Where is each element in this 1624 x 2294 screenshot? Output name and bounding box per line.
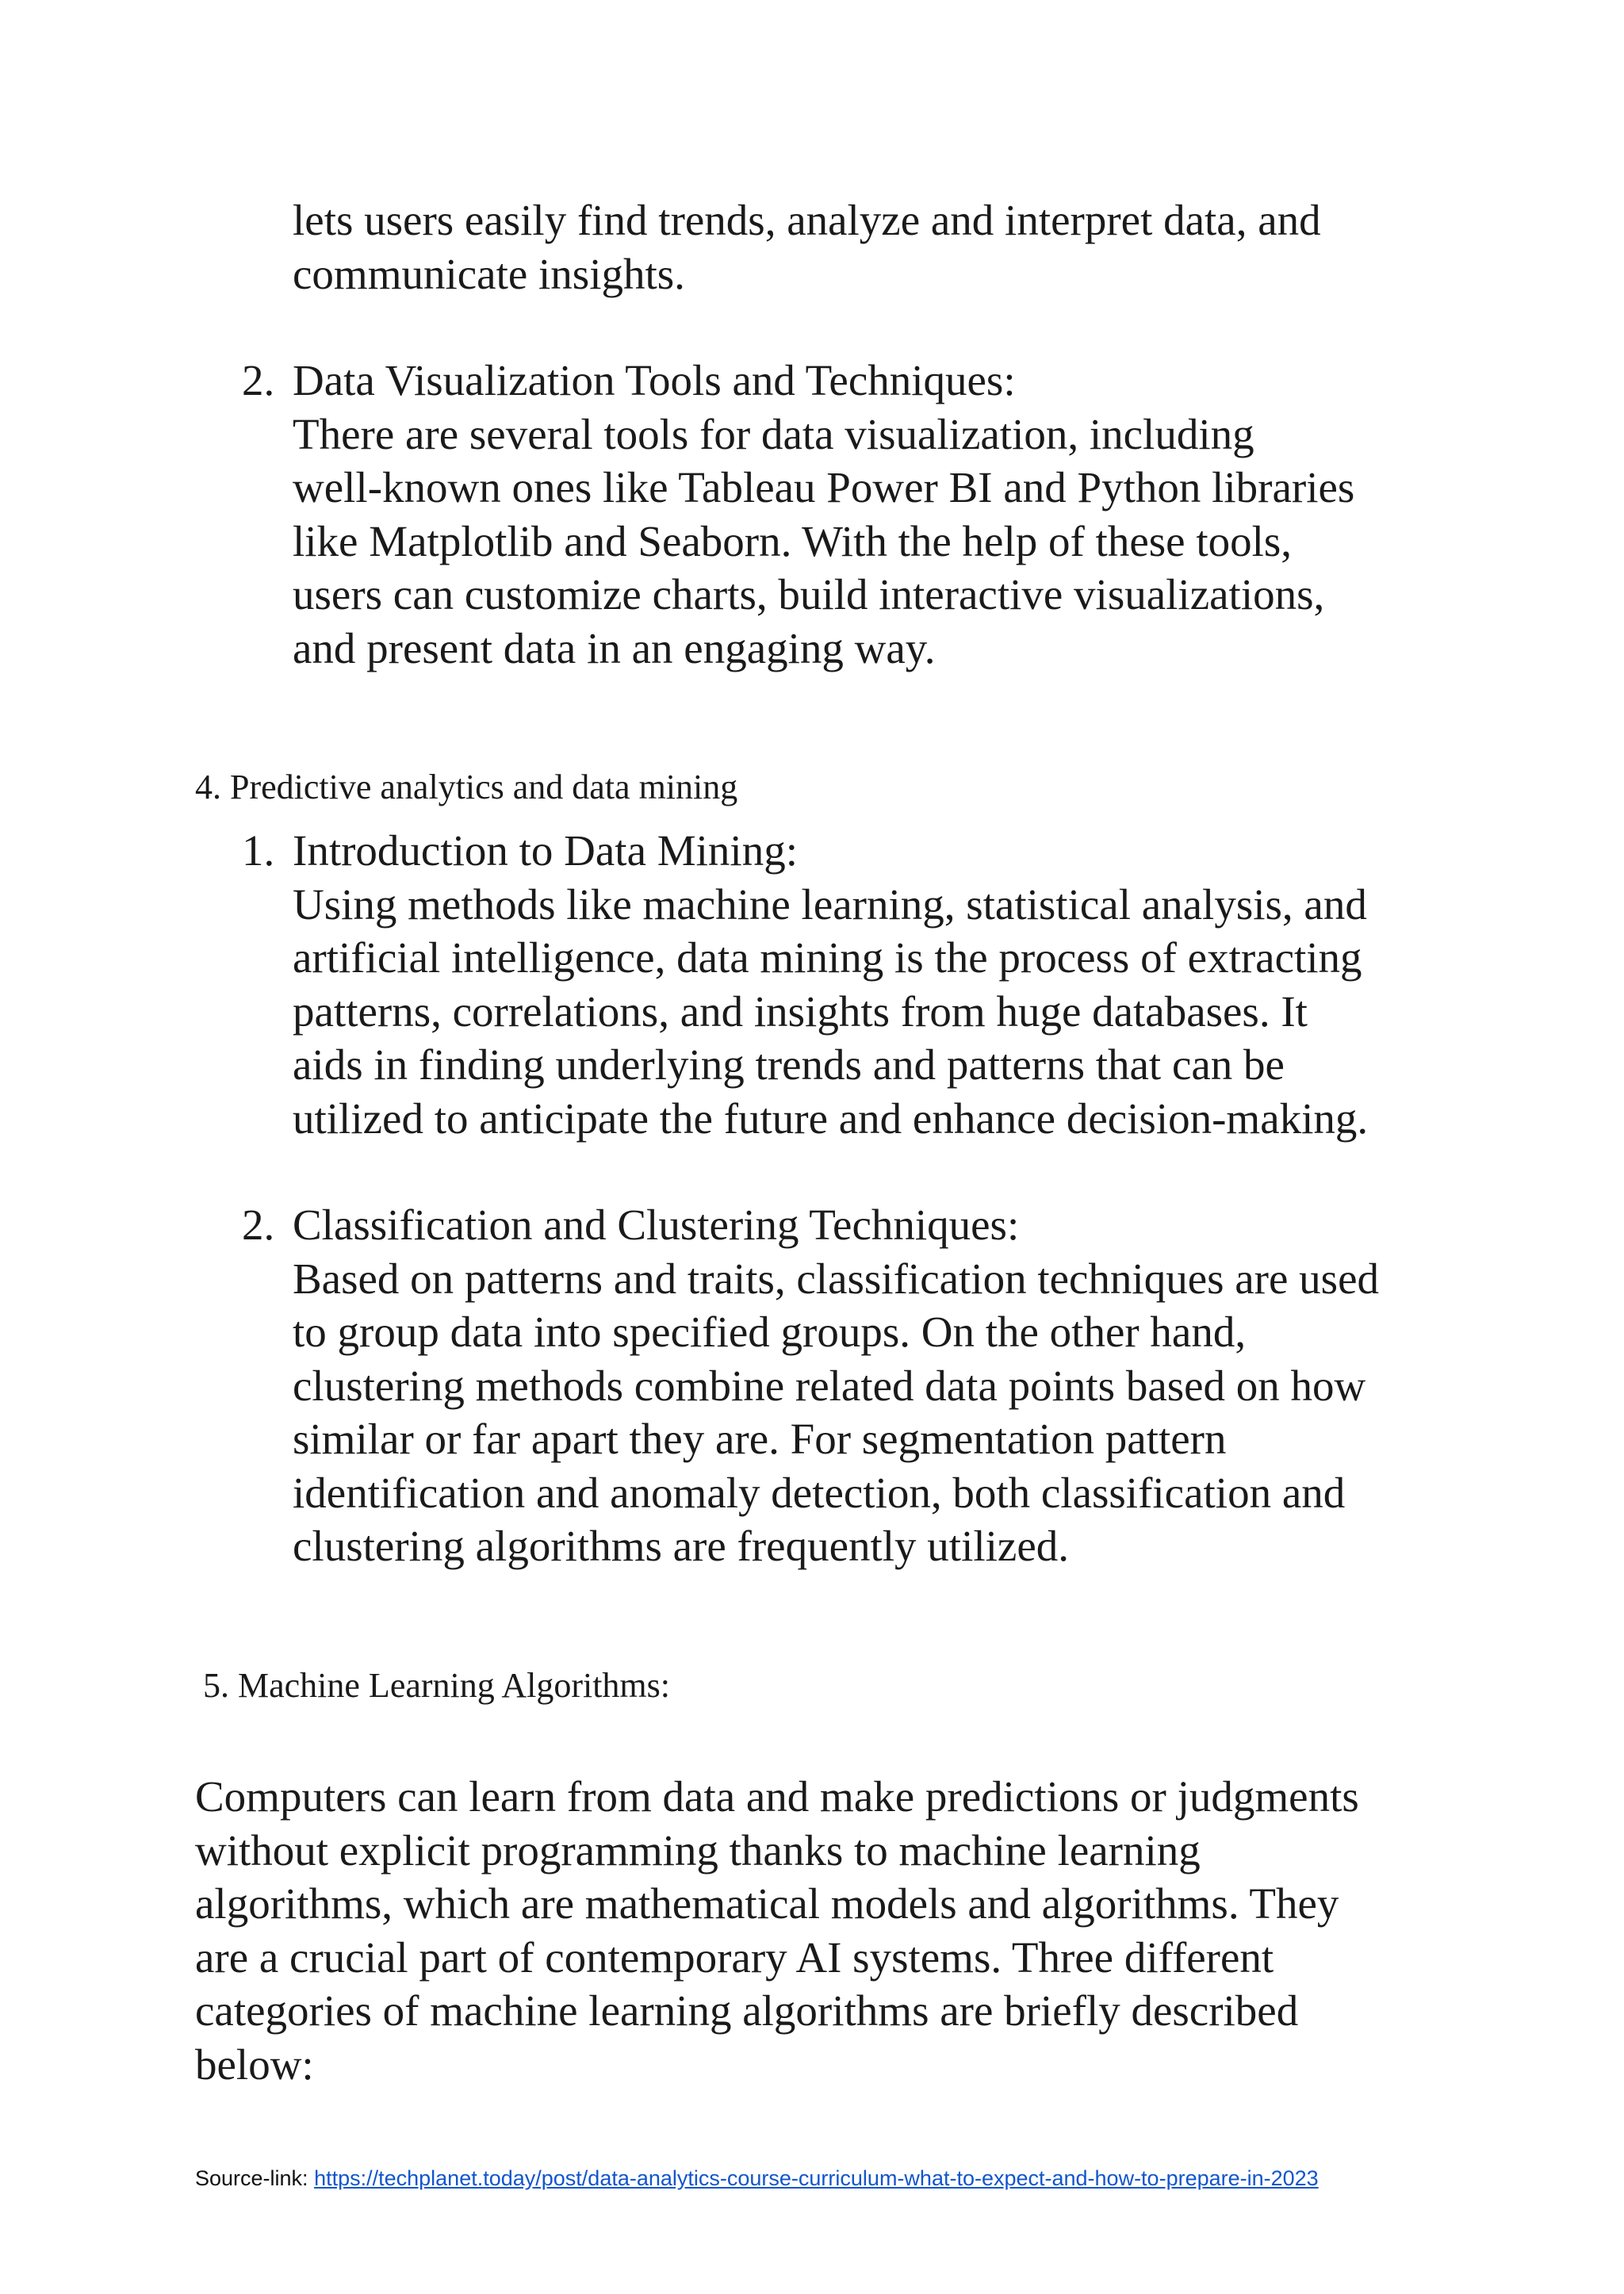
list-item-line: well-known ones like Tableau Power BI and Python libraries — [293, 463, 1355, 511]
list-item-line: similar or far apart they are. For segmentation pattern — [293, 1415, 1227, 1463]
list-item-line: to group data into specified groups. On the other hand, — [293, 1308, 1247, 1356]
machine-learning-paragraph — [195, 1770, 1496, 2091]
paragraph-line: Computers can learn from data and make predictions or judgments — [195, 1772, 1359, 1821]
continuation-line: lets users easily find trends, analyze and interpret data, and — [293, 196, 1321, 244]
list-item-line: Based on patterns and traits, classification techniques are used — [293, 1254, 1379, 1303]
list-marker: 2. — [242, 1201, 275, 1249]
source-label: Source-link: — [195, 2166, 308, 2190]
continuation-paragraph — [293, 193, 1530, 301]
list-item-line: utilized to anticipate the future and enhance decision-making. — [293, 1093, 1369, 1143]
paragraph-line: below: — [195, 2039, 314, 2089]
paragraph-line: algorithms, which are mathematical models and algorithms. They — [195, 1879, 1339, 1928]
list-item-classification-clustering — [293, 1198, 1530, 1573]
list-item-line: like Matplotlib and Seaborn. With the help of these tools, — [293, 516, 1293, 565]
list-item-line: Using methods like machine learning, statistical analysis, and — [293, 879, 1367, 929]
list-item-heading: Introduction to Data Mining: — [293, 826, 798, 875]
list-item-line: aids in finding underlying trends and patterns that can be — [293, 1040, 1285, 1089]
list-item-line: users can customize charts, build interactive visualizations, — [293, 570, 1325, 618]
list-item-line: patterns, correlations, and insights from huge databases. It — [293, 986, 1308, 1036]
source-link[interactable]: https://techplanet.today/post/data-analytics-course-curriculum-what-to-expect-and-how-to-prepare-in-2023 — [314, 2166, 1319, 2190]
paragraph-line: categories of machine learning algorithms are briefly described — [195, 1986, 1299, 2035]
list-marker: 1. — [242, 826, 275, 875]
source-footer — [195, 2165, 1319, 2192]
list-item-line: There are several tools for data visualization, including — [293, 409, 1254, 458]
list-item-intro-data-mining — [293, 824, 1530, 1145]
list-item-data-visualization — [293, 354, 1530, 675]
section-heading-machine-learning: 5. Machine Learning Algorithms: — [203, 1666, 670, 1705]
list-item-line: and present data in an engaging way. — [293, 623, 936, 672]
section-heading-predictive-analytics: 4. Predictive analytics and data mining — [195, 768, 738, 806]
list-item-line: identification and anomaly detection, both classification and — [293, 1468, 1346, 1517]
paragraph-line: are a crucial part of contemporary AI systems. Three different — [195, 1932, 1274, 1982]
list-item-line: clustering methods combine related data points based on how — [293, 1361, 1366, 1410]
list-item-line: clustering algorithms are frequently utilized. — [293, 1522, 1069, 1570]
list-item-line: artificial intelligence, data mining is the process of extracting — [293, 933, 1362, 982]
paragraph-line: without explicit programming thanks to machine learning — [195, 1825, 1201, 1875]
continuation-line: communicate insights. — [293, 249, 685, 298]
list-marker: 2. — [242, 356, 275, 404]
list-item-heading: Classification and Clustering Techniques: — [293, 1201, 1020, 1249]
list-item-heading: Data Visualization Tools and Techniques: — [293, 356, 1016, 404]
